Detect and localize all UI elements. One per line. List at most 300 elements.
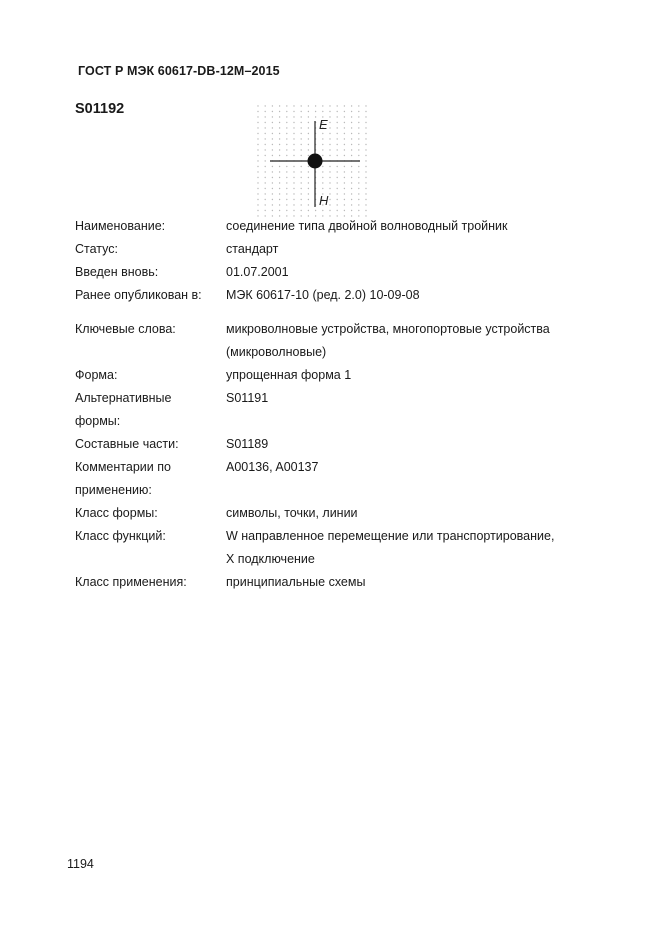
grid-dot [308,105,309,106]
grid-dot [286,144,287,145]
grid-dot [293,105,294,106]
grid-dot [265,182,266,183]
grid-dot [337,210,338,211]
grid-dot [265,193,266,194]
grid-dot [293,182,294,183]
grid-dot [351,199,352,200]
grid-dot [301,171,302,172]
grid-dot [301,111,302,112]
field-form-class-value: символы, точки, линии [226,506,358,520]
grid-dot [322,105,323,106]
grid-dot [358,199,359,200]
grid-dot [337,171,338,172]
grid-dot [257,149,258,150]
grid-dot [301,188,302,189]
grid-dot [337,149,338,150]
grid-dot [293,193,294,194]
grid-dot [344,111,345,112]
grid-dot [272,155,273,156]
grid-dot [257,127,258,128]
grid-dot [293,144,294,145]
grid-dot [358,182,359,183]
grid-dot [365,177,366,178]
field-alt-forms-label-line1: Альтернативные [75,391,172,405]
grid-dot [301,204,302,205]
grid-dot [265,144,266,145]
grid-dot [272,144,273,145]
grid-dot [279,127,280,128]
grid-dot [358,171,359,172]
grid-dot [358,138,359,139]
grid-dot [293,171,294,172]
field-keywords-value-line1: микроволновые устройства, многопортовые устройства [226,322,550,336]
grid-dot [322,182,323,183]
grid-dot [257,160,258,161]
grid-dot [286,199,287,200]
grid-dot [365,133,366,134]
grid-dot [329,122,330,123]
grid-dot [301,166,302,167]
grid-dot [308,138,309,139]
grid-dot [265,171,266,172]
grid-dot [279,171,280,172]
grid-dot [308,177,309,178]
grid-dot [365,111,366,112]
grid-dot [265,160,266,161]
grid-dot [308,116,309,117]
field-introduced-label: Введен вновь: [75,265,159,279]
grid-dot [329,182,330,183]
symbol-id: S01192 [75,101,125,117]
grid-dot [329,210,330,211]
grid-dot [257,177,258,178]
grid-dot [329,155,330,156]
grid-dot [365,199,366,200]
grid-dot [322,144,323,145]
grid-dot [351,122,352,123]
grid-dot [344,210,345,211]
grid-dot [315,111,316,112]
grid-dot [293,199,294,200]
field-comments-value: A00136, A00137 [226,460,319,474]
grid-dot [351,182,352,183]
field-function-class-value-line1: W направленное перемещение или транспортирование, [226,529,555,543]
grid-dot [337,144,338,145]
field-components-label: Составные части: [75,437,179,451]
grid-dot [344,199,345,200]
grid-dot [351,111,352,112]
grid-dot [279,182,280,183]
grid-dot [308,144,309,145]
grid-dot [329,177,330,178]
grid-dot [286,210,287,211]
grid-dot [365,204,366,205]
grid-dot [308,171,309,172]
symbol-junction-dot [308,154,323,169]
grid-dot [301,122,302,123]
grid-dot [329,111,330,112]
grid-dot [358,122,359,123]
grid-dot [293,133,294,134]
grid-dot [351,138,352,139]
grid-dot [293,166,294,167]
grid-dot [257,199,258,200]
grid-dot [337,105,338,106]
symbol-label-e: E [319,117,328,132]
grid-dot [279,177,280,178]
field-alt-forms-label-line2: формы: [75,414,121,428]
grid-dot [257,155,258,156]
grid-dot [322,171,323,172]
grid-dot [351,155,352,156]
grid-dot [344,166,345,167]
grid-dot [257,171,258,172]
grid-dot [293,188,294,189]
grid-dot [358,105,359,106]
grid-dot [308,210,309,211]
grid-dot [301,199,302,200]
grid-dot [279,116,280,117]
grid-dot [286,155,287,156]
grid-dot [301,177,302,178]
grid-dot [257,166,258,167]
field-form-class-label: Класс формы: [75,506,158,520]
grid-dot [344,144,345,145]
grid-dot [337,182,338,183]
grid-dot [344,188,345,189]
grid-dot [257,204,258,205]
symbol-label-h: H [319,193,329,208]
grid-dot [351,166,352,167]
grid-dot [265,210,266,211]
grid-dot [351,177,352,178]
grid-dot [286,149,287,150]
grid-dot [315,116,316,117]
grid-dot [286,193,287,194]
grid-dot [322,133,323,134]
grid-dot [257,133,258,134]
grid-dot [358,127,359,128]
grid-dot [358,210,359,211]
grid-dot [329,193,330,194]
grid-dot [279,105,280,106]
grid-dot [286,204,287,205]
grid-dot [329,127,330,128]
grid-dot [365,122,366,123]
grid-dot [265,122,266,123]
grid-dot [257,144,258,145]
grid-dot [301,133,302,134]
grid-dot [293,155,294,156]
grid-dot [329,199,330,200]
grid-dot [322,149,323,150]
grid-dot [293,138,294,139]
grid-dot [265,166,266,167]
grid-dot [286,122,287,123]
grid-dot [329,204,330,205]
grid-dot [322,138,323,139]
grid-dot [337,116,338,117]
document-header: ГОСТ Р МЭК 60617-DB-12M–2015 [78,64,280,78]
grid-dot [308,122,309,123]
grid-dot [358,133,359,134]
grid-dot [286,182,287,183]
grid-dot [279,144,280,145]
grid-dot [272,122,273,123]
grid-dot [365,160,366,161]
grid-dot [286,111,287,112]
grid-dot [293,127,294,128]
grid-dot [351,204,352,205]
grid-dot [301,149,302,150]
grid-dot [351,144,352,145]
grid-dot [329,166,330,167]
grid-dot [257,111,258,112]
grid-dot [358,188,359,189]
grid-dot [344,182,345,183]
grid-dot [265,111,266,112]
grid-dot [351,116,352,117]
field-introduced-value: 01.07.2001 [226,265,289,279]
grid-dot [322,155,323,156]
grid-dot [315,105,316,106]
grid-dot [272,182,273,183]
grid-dot [272,177,273,178]
grid-dot [308,111,309,112]
grid-dot [308,166,309,167]
grid-dot [337,122,338,123]
grid-dot [286,188,287,189]
field-name-label: Наименование: [75,219,166,233]
grid-dot [344,133,345,134]
grid-dot [365,166,366,167]
field-form-label: Форма: [75,368,118,382]
grid-dot [301,155,302,156]
grid-dot [308,199,309,200]
grid-dot [365,138,366,139]
grid-dot [344,193,345,194]
grid-dot [257,193,258,194]
grid-dot [351,193,352,194]
field-keywords-value-line2: (микроволновые) [226,345,327,359]
grid-dot [257,188,258,189]
grid-dot [286,166,287,167]
grid-dot [286,116,287,117]
grid-dot [365,127,366,128]
grid-dot [365,210,366,211]
grid-dot [301,116,302,117]
grid-dot [358,166,359,167]
grid-dot [308,127,309,128]
grid-dot [272,111,273,112]
field-function-class-label: Класс функций: [75,529,166,543]
grid-dot [265,177,266,178]
grid-dot [257,182,258,183]
grid-dot [344,116,345,117]
grid-dot [293,116,294,117]
grid-dot [286,133,287,134]
grid-dot [308,155,309,156]
grid-dot [286,177,287,178]
grid-dot [286,127,287,128]
field-comments-label-line1: Комментарии по [75,460,171,474]
grid-dot [337,111,338,112]
grid-dot [301,182,302,183]
grid-dot [265,138,266,139]
grid-dot [257,105,258,106]
field-alt-forms-value: S01191 [226,391,269,405]
grid-dot [337,127,338,128]
symbol-drawing [255,103,373,219]
grid-dot [308,193,309,194]
grid-dot [272,166,273,167]
grid-dot [358,116,359,117]
grid-dot [272,188,273,189]
grid-dot [337,177,338,178]
grid-dot [329,116,330,117]
grid-dot [272,193,273,194]
grid-dot [279,155,280,156]
grid-dot [293,149,294,150]
grid-dot [322,188,323,189]
grid-dot [301,193,302,194]
grid-dot [337,199,338,200]
grid-dot [286,138,287,139]
grid-dot [265,127,266,128]
grid-dot [358,177,359,178]
grid-dot [329,133,330,134]
page-number: 1194 [67,857,94,871]
grid-dot [344,149,345,150]
grid-dot [344,155,345,156]
grid-dot [315,210,316,211]
grid-dot [279,149,280,150]
grid-dot [358,193,359,194]
grid-dot [265,155,266,156]
grid-dot [358,111,359,112]
grid-dot [344,122,345,123]
grid-dot [344,177,345,178]
grid-dot [308,204,309,205]
grid-dot [358,149,359,150]
grid-dot [279,133,280,134]
grid-dot [344,138,345,139]
grid-dot [272,149,273,150]
grid-dot [344,127,345,128]
grid-dot [351,171,352,172]
field-application-class-label: Класс применения: [75,575,187,589]
field-status-label: Статус: [75,242,118,256]
grid-dot [257,116,258,117]
grid-dot [337,138,338,139]
grid-dot [337,188,338,189]
grid-dot [329,188,330,189]
field-components-value: S01189 [226,437,269,451]
grid-dot [351,149,352,150]
grid-dot [272,105,273,106]
grid-dot [265,116,266,117]
field-application-class-value: принципиальные схемы [226,575,366,589]
grid-dot [322,111,323,112]
grid-dot [351,210,352,211]
grid-dot [365,155,366,156]
grid-dot [365,188,366,189]
grid-dot [272,127,273,128]
grid-dot [337,193,338,194]
grid-dot [279,111,280,112]
grid-dot [358,204,359,205]
grid-dot [301,105,302,106]
grid-dot [279,193,280,194]
field-published-value: МЭК 60617-10 (ред. 2.0) 10-09-08 [226,288,420,302]
grid-dot [322,210,323,211]
grid-dot [265,105,266,106]
grid-dot [279,199,280,200]
grid-dot [279,166,280,167]
grid-dot [365,116,366,117]
grid-dot [351,133,352,134]
grid-dot [365,149,366,150]
field-comments-label-line2: применению: [75,483,152,497]
grid-dot [344,204,345,205]
grid-dot [301,127,302,128]
grid-dot [279,210,280,211]
grid-dot [351,127,352,128]
grid-dot [358,155,359,156]
grid-dot [329,171,330,172]
grid-dot [279,138,280,139]
grid-dot [322,166,323,167]
grid-dot [301,144,302,145]
grid-dot [293,210,294,211]
grid-dot [272,116,273,117]
grid-dot [293,177,294,178]
grid-dot [293,111,294,112]
grid-dot [272,210,273,211]
grid-dot [265,188,266,189]
grid-dot [257,138,258,139]
grid-dot [344,171,345,172]
grid-dot [286,105,287,106]
field-published-label: Ранее опубликован в: [75,288,202,302]
grid-dot [279,204,280,205]
grid-dot [337,166,338,167]
grid-dot [279,188,280,189]
grid-dot [344,105,345,106]
grid-dot [279,122,280,123]
grid-dot [272,138,273,139]
grid-dot [293,122,294,123]
grid-dot [329,144,330,145]
grid-dot [308,149,309,150]
grid-dot [365,182,366,183]
grid-dot [265,149,266,150]
grid-dot [337,133,338,134]
grid-dot [308,182,309,183]
grid-dot [265,199,266,200]
grid-dot [257,122,258,123]
grid-dot [301,138,302,139]
grid-dot [257,210,258,211]
grid-dot [351,188,352,189]
grid-dot [337,204,338,205]
grid-dot [272,204,273,205]
grid-dot [358,144,359,145]
grid-dot [322,177,323,178]
grid-dot [286,171,287,172]
grid-dot [265,204,266,205]
field-form-value: упрощенная форма 1 [226,368,352,382]
